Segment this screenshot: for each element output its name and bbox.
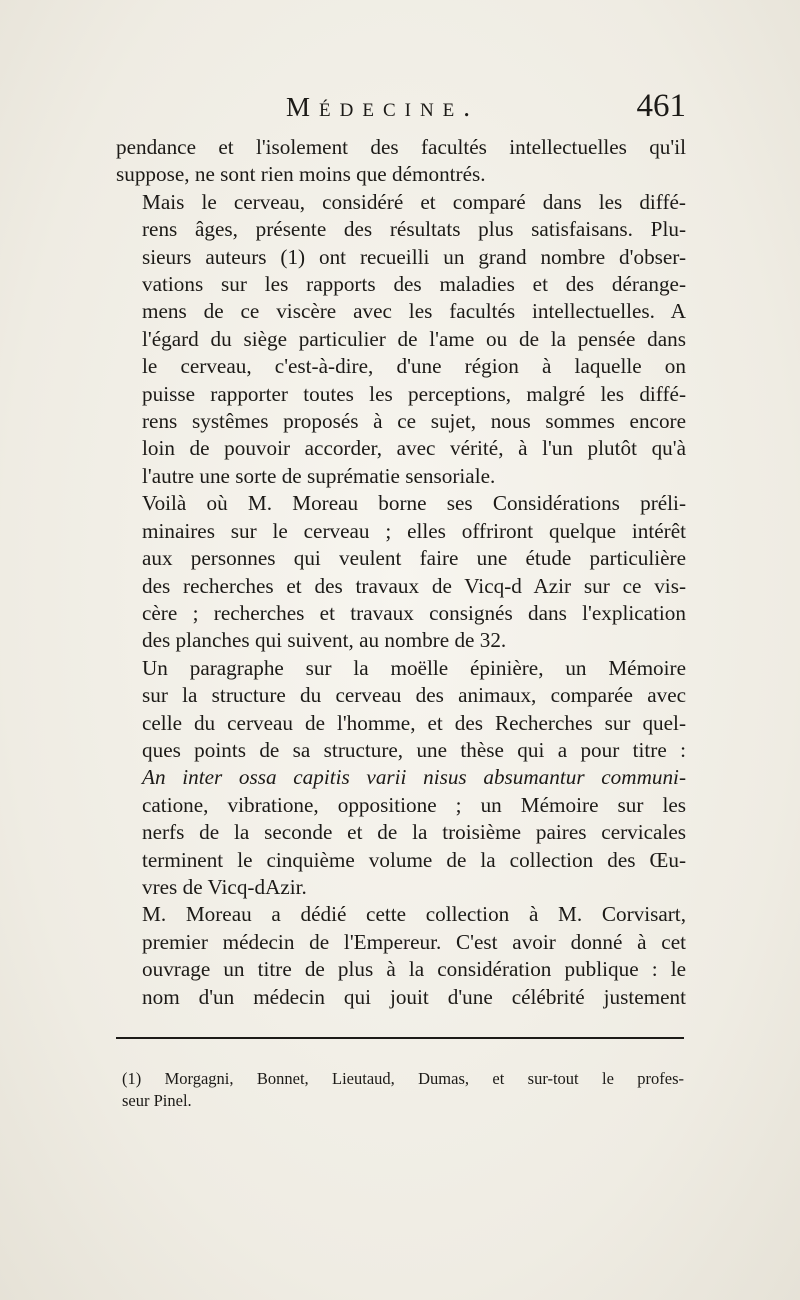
text-line: Mais le cerveau, considéré et comparé dans les diffé- [142,189,686,214]
text-line: loin de pouvoir accorder, avec vérité, à l'un plutôt qu'à [142,436,686,461]
text-line: Voilà où M. Moreau borne ses Considérations préli- [142,491,686,516]
text-line: sur la structure du cerveau des animaux, comparée avec [142,683,686,708]
text-line: rens âges, présente des résultats plus satisfaisans. Plu- [142,217,686,242]
paragraph-3 [116,490,686,654]
paragraph-2 [116,189,686,490]
paragraph-5 [116,901,686,1011]
text-line: puisse rapporter toutes les perceptions, malgré les diffé- [142,381,686,406]
footnote-line: seur Pinel. [122,1091,192,1110]
text-line: M. Moreau a dédié cette collection à M. Corvisart, [142,902,686,927]
text-line: l'égard du siège particulier de l'ame ou de la pensée dans [142,326,686,351]
text-line: ouvrage un titre de plus à la considération publique : le [142,957,686,982]
text-line: rens systêmes proposés à ce sujet, nous sommes encore [142,409,686,434]
text-line: vres de Vicq-dAzir. [142,874,307,899]
text-line: ques points de sa structure, une thèse qui a pour titre : [142,737,686,762]
footnote [122,1068,684,1112]
footnote-rule [116,1037,684,1039]
text-line: celle du cerveau de l'homme, et des Recherches sur quel- [142,710,686,735]
text-line: sieurs auteurs (1) ont recueilli un grand nombre d'obser- [142,244,686,269]
text-line: Un paragraphe sur la moëlle épinière, un Mémoire [142,655,686,680]
text-line: des recherches et des travaux de Vicq-d Azir sur ce vis- [142,573,686,598]
text-line: le cerveau, c'est-à-dire, d'une région à laquelle on [142,354,686,379]
text-line: premier médecin de l'Empereur. C'est avoir donné à cet [142,929,686,954]
text-line: suppose, ne sont rien moins que démontrés. [116,162,486,187]
text-line: cère ; recherches et travaux consignés dans l'explication [142,600,686,625]
paragraph-4 [116,655,686,902]
text-line: aux personnes qui veulent faire une étude particulière [142,546,686,571]
footnote-line: (1) Morgagni, Bonnet, Lieutaud, Dumas, et sur-tout le profes- [122,1069,684,1088]
text-line: l'autre une sorte de suprématie sensoriale. [142,463,496,488]
text-line: minaires sur le cerveau ; elles offriront quelque intérêt [142,518,686,543]
text-line: des planches qui suivent, au nombre de 32. [142,628,507,653]
page-header [116,88,686,132]
body-text [116,134,686,1011]
text-line: terminent le cinquième volume de la collection des Œu- [142,847,686,872]
paragraph-1 [116,134,686,189]
text-line: vations sur les rapports des maladies et des dérange- [142,272,686,297]
running-title: Médecine. [286,92,480,122]
page-number: 461 [636,88,686,124]
text-line: catione, vibratione, oppositione ; un Mémoire sur les [142,792,686,817]
text-line: mens de ce viscère avec les facultés intellectuelles. A [142,299,686,324]
text-line: An inter ossa capitis varii nisus absumantur communi- [142,765,686,790]
text-line: nom d'un médecin qui jouit d'une célébrité justement [142,984,686,1009]
text-line: nerfs de la seconde et de la troisième paires cervicales [142,820,686,845]
text-line: pendance et l'isolement des facultés intellectuelles qu'il [116,135,686,159]
